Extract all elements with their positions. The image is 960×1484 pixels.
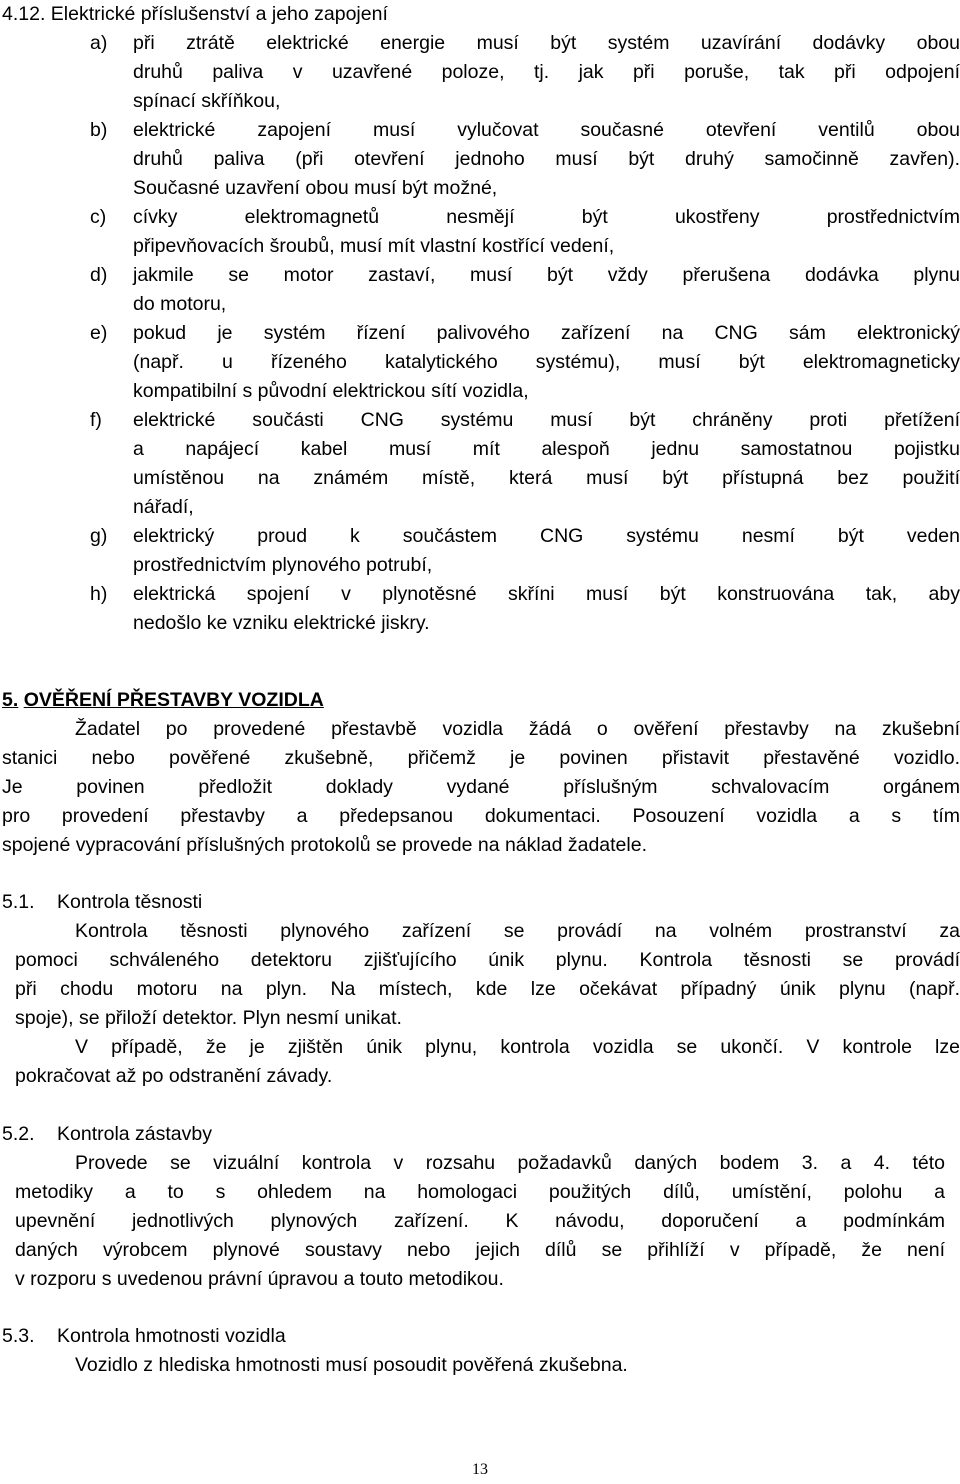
item-h-line-1: elektrická spojení v plynotěsné skříni musí být konstruována tak, aby	[133, 583, 960, 605]
item-a-line-3: spínací skříňkou,	[133, 90, 281, 112]
list-label-c: c)	[90, 206, 107, 228]
section-5-1-line-5: V případě, že je zjištěn únik plynu, kontrola vozidla se ukončí. V kontrole lze	[75, 1036, 960, 1058]
section-5-line-2: stanici nebo pověřené zkušebně, přičemž je povinen přistavit přestavěné vozidlo.	[2, 747, 960, 769]
item-e-line-3: kompatibilní s původní elektrickou sítí vozidla,	[133, 380, 529, 402]
section-5-1-line-2: pomoci schváleného detektoru zjišťujícího únik plynu. Kontrola těsnosti se provádí	[15, 949, 960, 971]
list-label-e: e)	[90, 322, 108, 344]
section-5-1-line-4: spoje), se přiloží detektor. Plyn nesmí unikat.	[15, 1007, 402, 1029]
section-5-number: 5.	[2, 689, 19, 711]
item-e-line-1: pokud je systém řízení palivového zařízení na CNG sám elektronický	[133, 322, 960, 344]
item-b-line-1: elektrické zapojení musí vylučovat současné otevření ventilů obou	[133, 119, 960, 141]
section-5-3-number: 5.3.	[2, 1325, 35, 1347]
item-g-line-1: elektrický proud k součástem CNG systému nesmí být veden	[133, 525, 960, 547]
section-5-2-number: 5.2.	[2, 1123, 35, 1145]
item-a-line-1: při ztrátě elektrické energie musí být systém uzavírání dodávky obou	[133, 32, 960, 54]
section-5-2-line-4: daných výrobcem plynové soustavy nebo jejich dílů se přihlíží v případě, že není	[15, 1239, 945, 1261]
page-number: 13	[472, 1461, 488, 1478]
section-5-2-title: Kontrola zástavby	[57, 1123, 213, 1145]
section-5-line-1: Žadatel po provedené přestavbě vozidla žádá o ověření přestavby na zkušební	[75, 718, 960, 740]
item-b-line-3: Současné uzavření obou musí být možné,	[133, 177, 498, 199]
item-d-line-2: do motoru,	[133, 293, 227, 315]
section-5-line-3: Je povinen předložit doklady vydané příslušným schvalovacím orgánem	[2, 776, 960, 798]
section-5-2-line-2: metodiky a to s ohledem na homologaci použitých dílů, umístění, polohu a	[15, 1181, 945, 1203]
section-5-2-line-3: upevnění jednotlivých plynových zařízení. K návodu, doporučení a podmínkám	[15, 1210, 945, 1232]
section-5-1-line-1: Kontrola těsnosti plynového zařízení se provádí na volném prostranství za	[75, 920, 960, 942]
item-b-line-2: druhů paliva (při otevření jednoho musí být druhý samočinně zavřen).	[133, 148, 960, 170]
section-5-line-5: spojené vypracování příslušných protokolů se provede na náklad žadatele.	[2, 834, 647, 856]
section-5-2-line-1: Provede se vizuální kontrola v rozsahu požadavků daných bodem 3. a 4. této	[75, 1152, 945, 1174]
section-5-3-line-1: Vozidlo z hlediska hmotnosti musí posoudit pověřená zkušebna.	[75, 1354, 628, 1376]
item-f-line-2: a napájecí kabel musí mít alespoň jednu samostatnou pojistku	[133, 438, 960, 460]
section-5-1-title: Kontrola těsnosti	[57, 891, 203, 913]
section-5-title: OVĚŘENÍ PŘESTAVBY VOZIDLA	[23, 689, 324, 711]
item-f-line-1: elektrické součásti CNG systému musí být chráněny proti přetížení	[133, 409, 960, 431]
list-label-f: f)	[90, 409, 102, 431]
item-g-line-2: prostřednictvím plynového potrubí,	[133, 554, 433, 576]
list-label-a: a)	[90, 32, 108, 54]
list-label-h: h)	[90, 583, 108, 605]
list-label-d: d)	[90, 264, 108, 286]
section-5-1-line-3: při chodu motoru na plyn. Na místech, kde lze očekávat případný únik plynu (např.	[15, 978, 960, 1000]
item-e-line-2: (např. u řízeného katalytického systému), musí být elektromagneticky	[133, 351, 960, 373]
section-5-1-line-6: pokračovat až po odstranění závady.	[15, 1065, 333, 1087]
item-f-line-4: nářadí,	[133, 496, 194, 518]
section-5-1-number: 5.1.	[2, 891, 35, 913]
item-h-line-2: nedošlo ke vzniku elektrické jiskry.	[133, 612, 430, 634]
item-d-line-1: jakmile se motor zastaví, musí být vždy přerušena dodávka plynu	[133, 264, 960, 286]
section-5-2-line-5: v rozporu s uvedenou právní úpravou a touto metodikou.	[15, 1268, 504, 1290]
section-5-heading	[2, 686, 324, 715]
section-heading-4-12: 4.12. Elektrické příslušenství a jeho zapojení	[2, 3, 388, 25]
list-label-g: g)	[90, 525, 108, 547]
item-f-line-3: umístěnou na známém místě, která musí být přístupná bez použití	[133, 467, 960, 489]
item-c-line-2: připevňovacích šroubů, musí mít vlastní kostřící vedení,	[133, 235, 615, 257]
section-5-3-title: Kontrola hmotnosti vozidla	[57, 1325, 286, 1347]
list-label-b: b)	[90, 119, 108, 141]
item-c-line-1: cívky elektromagnetů nesmějí být ukostřeny prostřednictvím	[133, 206, 960, 228]
item-a-line-2: druhů paliva v uzavřené poloze, tj. jak při poruše, tak při odpojení	[133, 61, 960, 83]
section-5-line-4: pro provedení přestavby a předepsanou dokumentaci. Posouzení vozidla a s tím	[2, 805, 960, 827]
